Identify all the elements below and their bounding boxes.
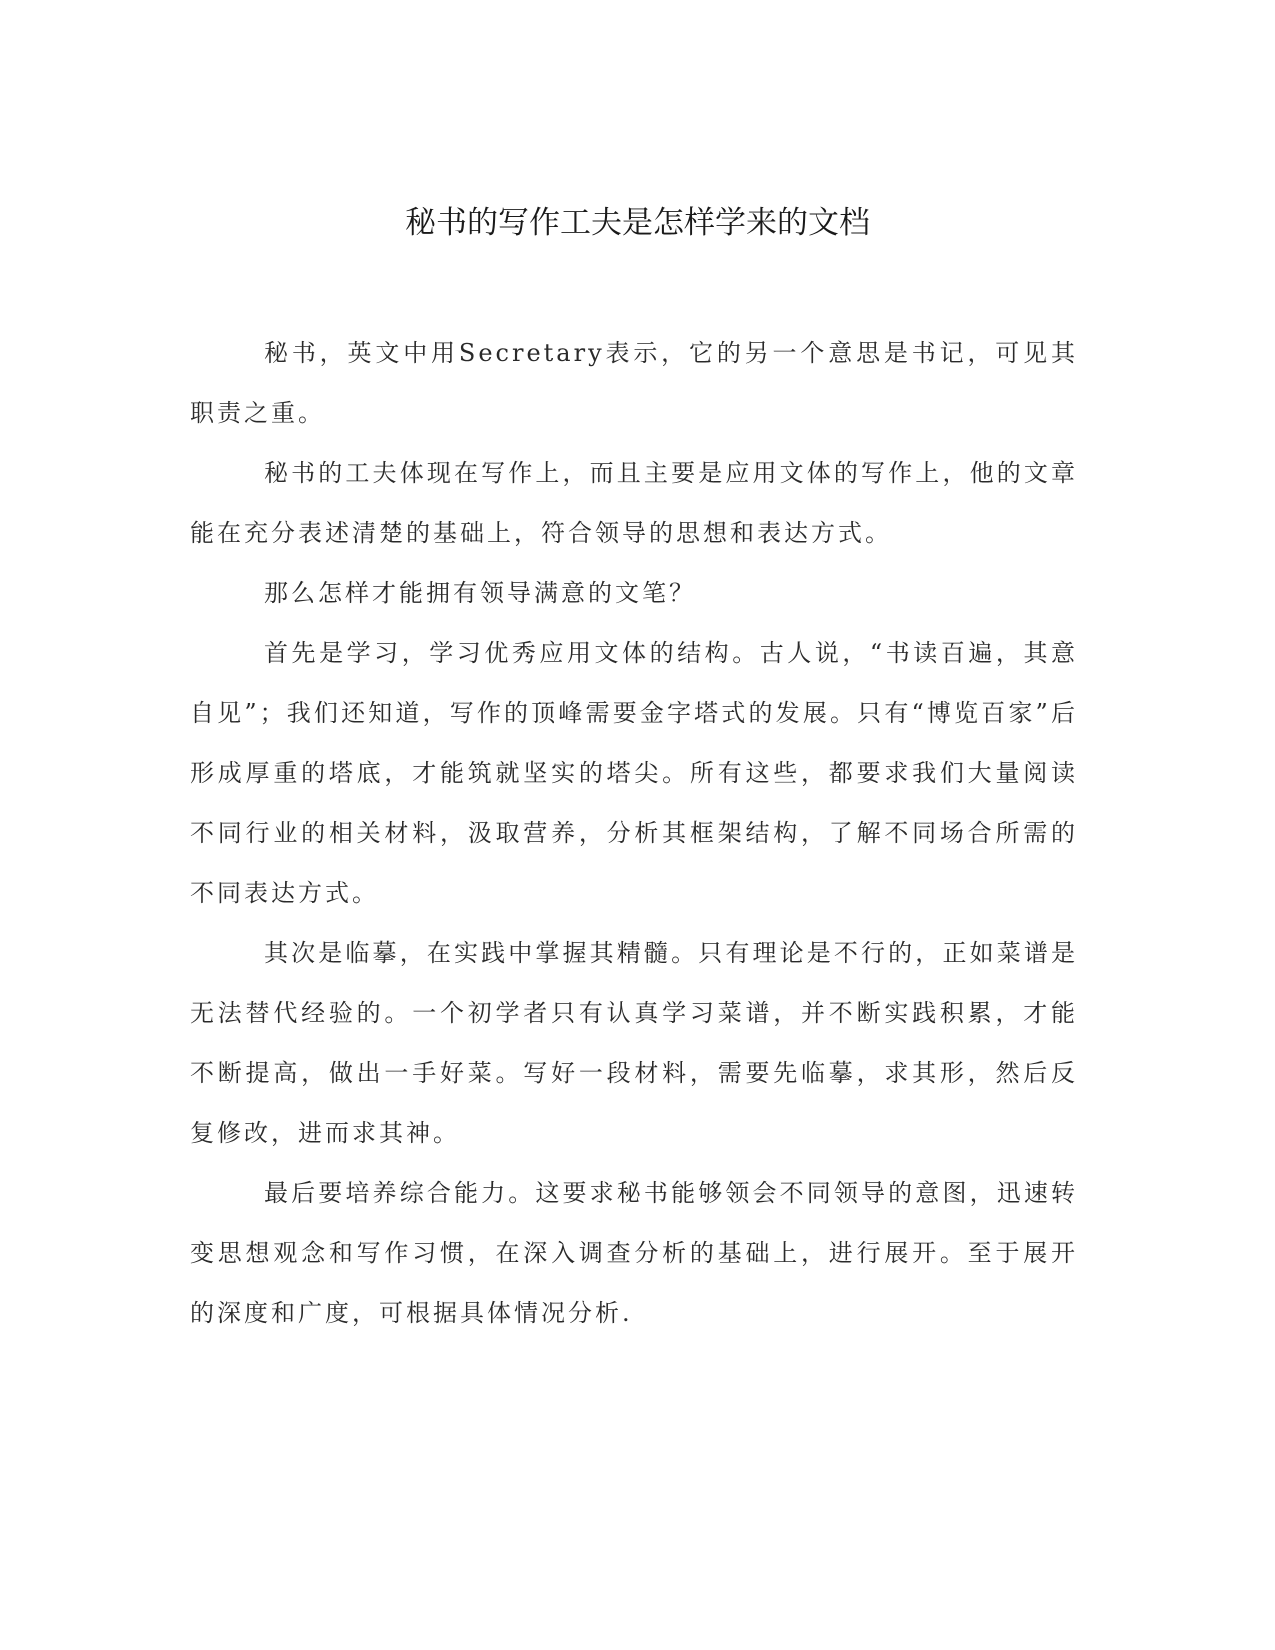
- paragraph-4: 首先是学习，学习优秀应用文体的结构。古人说，“书读百遍，其意自见”；我们还知道，写作的顶峰需要金字塔式的发展。只有“博览百家”后形成厚重的塔底，才能筑就坚实的塔尖。所有这些，都要求我们大量阅读不同行业的相关材料，汲取营养，分析其框架结构，了解不同场合所需的不同表达方式。: [190, 639, 1078, 907]
- document-body: [190, 323, 1078, 1343]
- document-title: 秘书的写作工夫是怎样学来的文档: [405, 205, 870, 241]
- paragraph-1: 秘书，英文中用Secretary表示，它的另一个意思是书记，可见其职责之重。: [190, 339, 1078, 427]
- paragraph-3: 那么怎样才能拥有领导满意的文笔？: [264, 579, 696, 607]
- paragraph-5: 其次是临摹，在实践中掌握其精髓。只有理论是不行的，正如菜谱是无法替代经验的。一个初学者只有认真学习菜谱，并不断实践积累，才能不断提高，做出一手好菜。写好一段材料，需要先临摹，求其形，然后反复修改，进而求其神。: [190, 939, 1078, 1147]
- paragraph-2: 秘书的工夫体现在写作上，而且主要是应用文体的写作上，他的文章能在充分表述清楚的基础上，符合领导的思想和表达方式。: [190, 459, 1078, 547]
- paragraph-6: 最后要培养综合能力。这要求秘书能够领会不同领导的意图，迅速转变思想观念和写作习惯，在深入调查分析的基础上，进行展开。至于展开的深度和广度，可根据具体情况分析.: [190, 1179, 1078, 1327]
